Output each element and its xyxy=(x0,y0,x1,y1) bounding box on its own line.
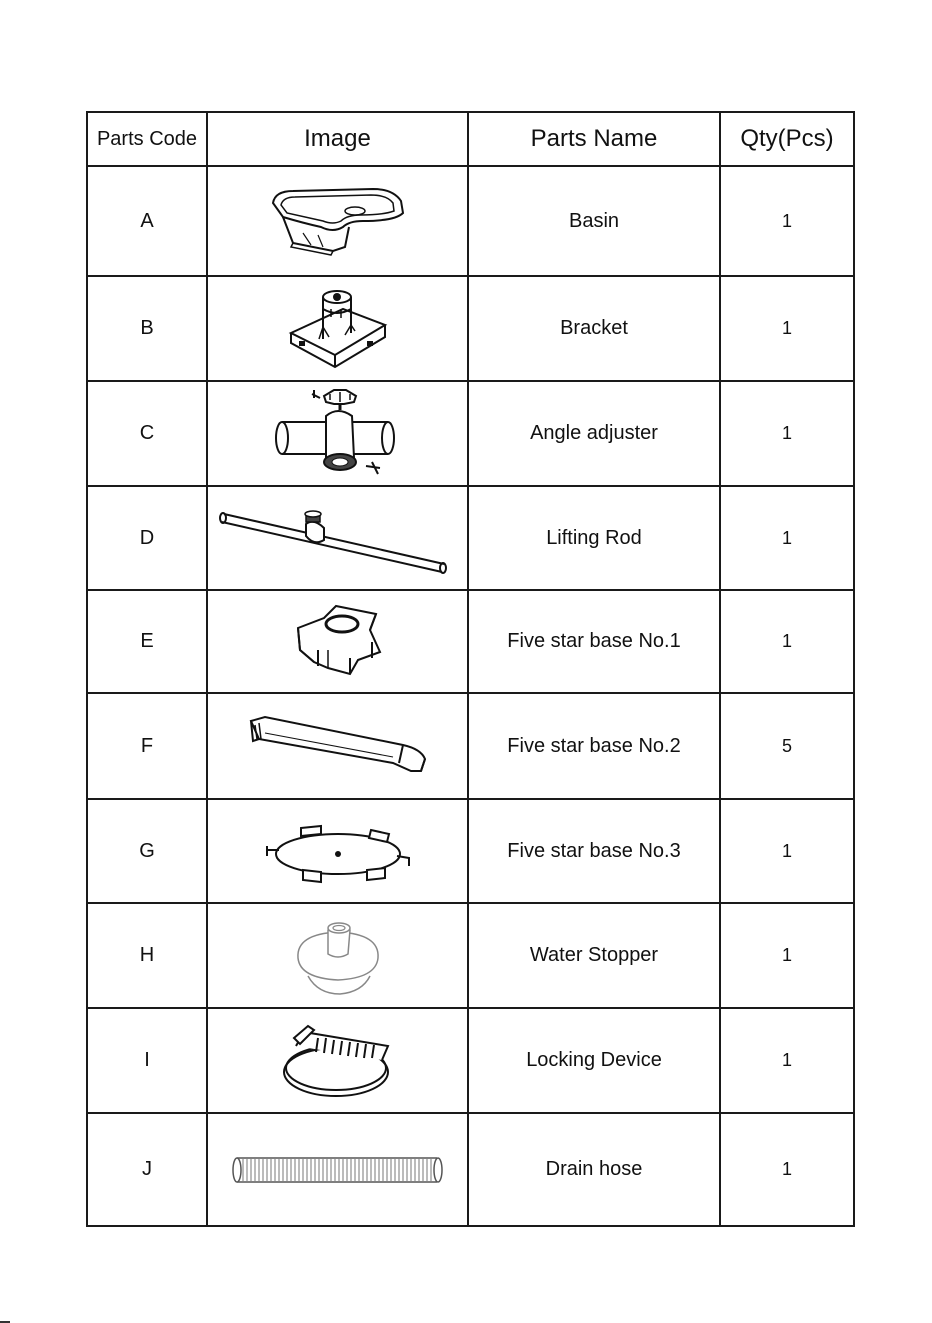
table-row xyxy=(87,166,854,276)
part-qty: 1 xyxy=(720,166,854,276)
header-parts-name: Parts Name xyxy=(468,112,720,166)
part-image-cell xyxy=(207,590,468,693)
part-code: F xyxy=(87,693,207,799)
table-row xyxy=(87,276,854,381)
part-image-cell xyxy=(207,381,468,486)
part-code: B xyxy=(87,276,207,381)
part-qty: 1 xyxy=(720,903,854,1008)
part-code: H xyxy=(87,903,207,1008)
part-qty: 1 xyxy=(720,799,854,903)
header-qty: Qty(Pcs) xyxy=(720,112,854,166)
part-name: Bracket xyxy=(468,276,720,381)
locking-device-icon xyxy=(278,1016,398,1106)
part-image-cell xyxy=(207,166,468,276)
lifting-rod-icon xyxy=(218,498,458,578)
five-star-base-2-icon xyxy=(243,711,433,781)
angle-adjuster-icon xyxy=(268,388,408,480)
table-row xyxy=(87,381,854,486)
part-name: Five star base No.2 xyxy=(468,693,720,799)
header-image: Image xyxy=(207,112,468,166)
part-code: G xyxy=(87,799,207,903)
part-code: J xyxy=(87,1113,207,1226)
part-image-cell xyxy=(207,903,468,1008)
part-qty: 1 xyxy=(720,590,854,693)
part-code: A xyxy=(87,166,207,276)
five-star-base-3-icon xyxy=(263,816,413,886)
part-name: Five star base No.3 xyxy=(468,799,720,903)
part-name: Drain hose xyxy=(468,1113,720,1226)
header-parts-code: Parts Code xyxy=(87,112,207,166)
part-qty: 1 xyxy=(720,1113,854,1226)
table-header-row xyxy=(87,112,854,166)
basin-icon xyxy=(263,181,413,261)
table-row xyxy=(87,799,854,903)
part-name: Water Stopper xyxy=(468,903,720,1008)
part-code: I xyxy=(87,1008,207,1113)
part-image-cell xyxy=(207,799,468,903)
five-star-base-1-icon xyxy=(288,602,388,682)
table-row xyxy=(87,1008,854,1113)
part-code: E xyxy=(87,590,207,693)
part-qty: 1 xyxy=(720,1008,854,1113)
drain-hose-icon xyxy=(231,1155,445,1185)
table-row xyxy=(87,903,854,1008)
part-qty: 1 xyxy=(720,276,854,381)
part-name: Basin xyxy=(468,166,720,276)
bracket-icon xyxy=(283,283,393,375)
part-name: Locking Device xyxy=(468,1008,720,1113)
table-row xyxy=(87,486,854,590)
part-code: C xyxy=(87,381,207,486)
table-row xyxy=(87,1113,854,1226)
part-name: Lifting Rod xyxy=(468,486,720,590)
part-qty: 1 xyxy=(720,486,854,590)
part-image-cell xyxy=(207,1008,468,1113)
part-image-cell xyxy=(207,486,468,590)
part-image-cell xyxy=(207,276,468,381)
part-image-cell xyxy=(207,693,468,799)
part-name: Angle adjuster xyxy=(468,381,720,486)
table-row xyxy=(87,693,854,799)
part-qty: 1 xyxy=(720,381,854,486)
table-row xyxy=(87,590,854,693)
part-code: D xyxy=(87,486,207,590)
part-qty: 5 xyxy=(720,693,854,799)
parts-table xyxy=(86,111,855,1227)
part-image-cell xyxy=(207,1113,468,1226)
water-stopper-icon xyxy=(288,914,388,998)
part-name: Five star base No.1 xyxy=(468,590,720,693)
